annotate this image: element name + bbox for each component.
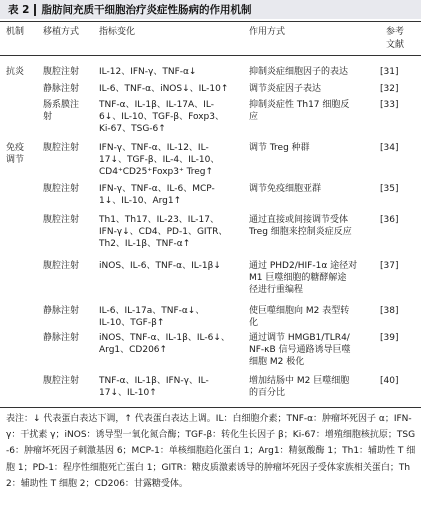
- cell-mode: 应: [249, 112, 259, 122]
- cell-mode: 增加结肠中 M2 巨噬细胞: [249, 376, 350, 386]
- cell-indicator: IFN-γ↓、CD4、PD-1、GITR、: [99, 227, 228, 237]
- header-indicator: 指标变化: [99, 27, 136, 37]
- cell-indicator: IL-6、IL-17a、TNF-α↓、: [99, 306, 205, 316]
- cell-route: 腹腔注射: [43, 215, 80, 225]
- cell-indicator: IL-12、IFN-γ、TNF-α↓: [99, 67, 197, 77]
- cell-route: 静脉注射: [43, 306, 80, 316]
- cell-mode: 抑制炎症细胞因子的表达: [249, 67, 349, 77]
- cell-route: 腹腔注射: [43, 184, 80, 194]
- cell-mode: 径进行重编程: [249, 285, 304, 295]
- cell-mode: M1 巨噬细胞的糖酵解途: [249, 273, 347, 283]
- cell-indicator: IFN-γ、TNF-α、IL-12、IL-: [99, 143, 209, 153]
- cell-indicator: 17↓、IL-10↑: [99, 388, 157, 398]
- table-bottom-rule: [0, 407, 421, 408]
- cell-route: 静脉注射: [43, 84, 80, 94]
- table-note: 表注：↓ 代表蛋白表达下调，↑ 代表蛋白表达上调。IL：白细胞介素；TNF-α：肿瘤坏死因子 α；IFN-γ：干扰素 γ；iNOS：诱导型一氧化氮合酶；TGF-β：转化生长因子 β；Ki-67：增殖细胞核抗原；TSG-6：肿瘤坏死因子刺激基因 6；MCP-1：单核细胞趋化蛋白 1；Arg1：精氨酸酶 1；Th1：辅助性 T 细胞 1；PD-1：程序性细胞死亡蛋白 1；GITR：糖皮质激素诱导的肿瘤坏死因子受体家族相关蛋白；Th2：辅助性 T 细胞 2；CD206：甘露糖受体。: [6, 414, 416, 489]
- cell-route: 射: [43, 112, 53, 122]
- cell-route: 静脉注射: [43, 333, 80, 343]
- cell-reference: [31]: [380, 67, 399, 77]
- cell-indicator: Ki-67、TSG-6↑: [99, 124, 166, 134]
- header-route: 移植方式: [43, 27, 80, 37]
- cell-indicator: iNOS、TNF-α、IL-1β、IL-6↓、: [99, 333, 230, 343]
- cell-indicator: CD4⁺CD25⁺Foxp3⁺ Treg↑: [99, 167, 214, 177]
- cell-indicator: Arg1、CD206↑: [99, 345, 168, 355]
- cell-indicator: IFN-γ、TNF-α、IL-6、MCP-: [99, 184, 215, 194]
- cell-reference: [35]: [380, 184, 399, 194]
- cell-indicator: Th2、IL-1β、TNF-α↑: [99, 239, 191, 249]
- header-reference: [381, 26, 409, 52]
- caption-separator: [34, 4, 36, 16]
- cell-mechanism: 抗炎: [6, 67, 25, 77]
- cell-indicator: Th1、Th17、IL-23、IL-17、: [99, 215, 220, 225]
- header-reference-line2: 文献: [385, 40, 404, 50]
- cell-mechanism: 免疫: [6, 143, 25, 153]
- cell-reference: [34]: [380, 143, 399, 153]
- cell-route: 腹腔注射: [43, 67, 80, 77]
- cell-mode: 使巨噬细胞向 M2 表型转: [249, 306, 350, 316]
- cell-reference: [36]: [380, 215, 399, 225]
- cell-indicator: 17↓、TGF-β、IL-4、IL-10、: [99, 155, 220, 165]
- cell-mode: NF-κB 信号通路诱导巨噬: [249, 345, 351, 355]
- cell-mode: 的百分比: [249, 388, 286, 398]
- cell-indicator: IL-6、TNF-α、iNOS↓、IL-10↑: [99, 84, 229, 94]
- cell-indicator: 6↓、IL-10、TGF-β、Foxp3、: [99, 112, 224, 122]
- header-mechanism: 机制: [6, 27, 25, 37]
- header-mode: 作用方式: [249, 27, 286, 37]
- cell-mode: 化: [249, 318, 259, 328]
- cell-mode: 调节炎症因子表达: [249, 84, 322, 94]
- table-title: 脂肪间充质干细胞治疗炎症性肠病的作用机制: [41, 3, 252, 16]
- cell-indicator: iNOS、IL-6、TNF-α、IL-1β↓: [99, 261, 221, 271]
- cell-route: 肠系膜注: [43, 100, 80, 110]
- cell-indicator: TNF-α、IL-1β、IL-17A、IL-: [99, 100, 214, 110]
- cell-route: 腹腔注射: [43, 376, 80, 386]
- cell-route: 腹腔注射: [43, 143, 80, 153]
- cell-indicator: IL-10、TGF-β↑: [99, 318, 165, 328]
- cell-reference: [40]: [380, 376, 399, 386]
- cell-reference: [38]: [380, 306, 399, 316]
- cell-mode: 调节免疫细胞亚群: [249, 184, 322, 194]
- cell-mode: 通过 PHD2/HIF-1α 途径对: [249, 261, 358, 271]
- cell-reference: [39]: [380, 333, 399, 343]
- cell-indicator: TNF-α、IL-1β、IFN-γ、IL-: [99, 376, 209, 386]
- cell-mode: 抑制炎症性 Th17 细胞反: [249, 100, 350, 110]
- cell-route: 腹腔注射: [43, 261, 80, 271]
- cell-mode: 通过直接或间接调节受体: [249, 215, 349, 225]
- cell-mode: 细胞 M2 极化: [249, 357, 305, 367]
- table-caption: [0, 0, 421, 19]
- cell-indicator: 1↓、IL-10、Arg1↑: [99, 196, 182, 206]
- cell-mechanism: 调节: [6, 155, 25, 165]
- header-reference-line1: 参考: [385, 27, 404, 37]
- table-number: 表 2: [8, 3, 30, 16]
- cell-mode: Treg 细胞来控制炎症反应: [249, 227, 352, 237]
- cell-reference: [37]: [380, 261, 399, 271]
- cell-reference: [33]: [380, 100, 399, 110]
- cell-mode: 调节 Treg 种群: [249, 143, 310, 153]
- table-header: [0, 22, 421, 56]
- cell-reference: [32]: [380, 84, 399, 94]
- cell-mode: 通过调节 HMGB1/TLR4/: [249, 333, 350, 343]
